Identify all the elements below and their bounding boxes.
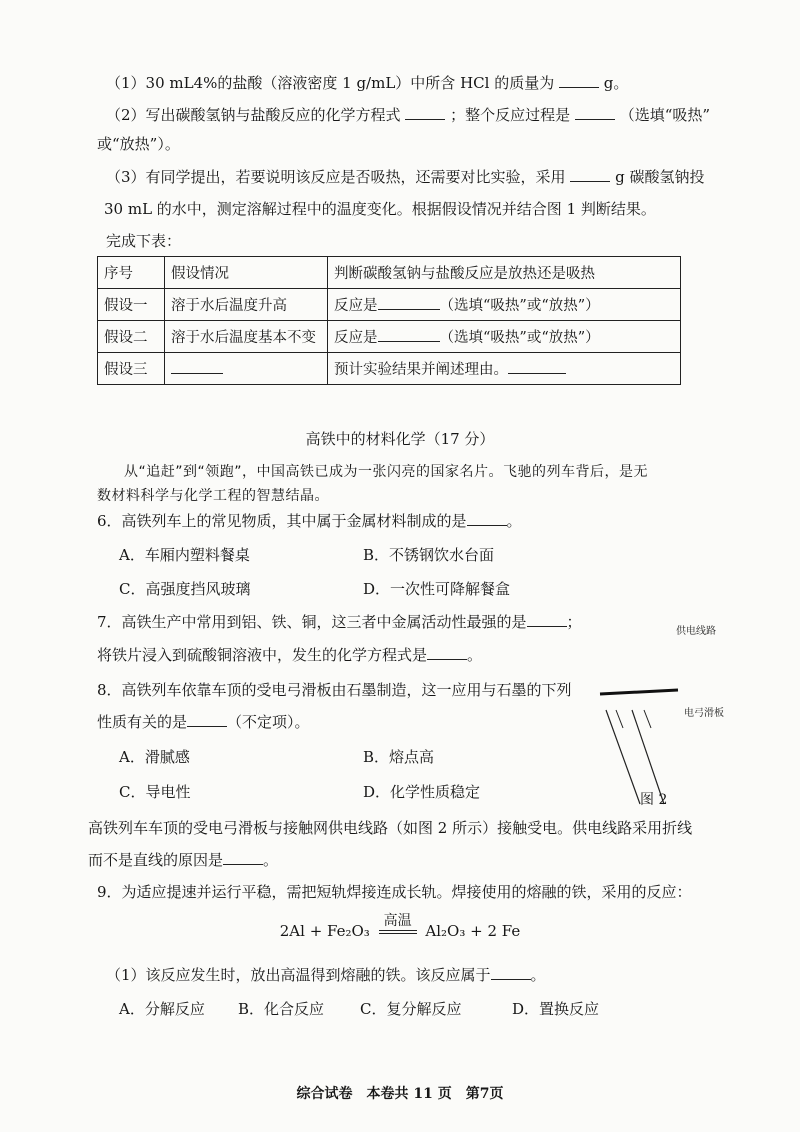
section-title: 高铁中的材料化学（17 分） xyxy=(305,430,495,448)
power-line xyxy=(600,690,678,694)
q9-sub1 xyxy=(106,965,546,985)
figure-2-label-top: 供电线路 xyxy=(676,626,716,637)
section-intro-line2: 数材料科学与化学工程的智慧结晶。 xyxy=(97,488,329,504)
q9-sub1-tail: 。 xyxy=(530,966,546,984)
q8-line2 xyxy=(97,712,310,732)
figure-2-caption: 图 2 xyxy=(640,792,668,808)
q7-line2 xyxy=(97,645,482,665)
table-intro: 完成下表： xyxy=(106,232,182,250)
table-cell xyxy=(328,353,681,385)
table-row xyxy=(98,321,681,353)
table-cell: 假设三 xyxy=(98,353,165,385)
table-header-cell: 序号 xyxy=(98,257,165,289)
thermite-equation xyxy=(0,913,800,940)
q3-line xyxy=(106,167,704,187)
table-cell: 假设一 xyxy=(98,289,165,321)
q3-mass-blank[interactable] xyxy=(570,167,610,182)
table-header-cell: 判断碳酸氢钠与盐酸反应是放热还是吸热 xyxy=(328,257,681,289)
q6-option-d[interactable]: D．一次性可降解餐盒 xyxy=(363,580,511,598)
pantograph-hatch xyxy=(616,710,623,728)
q6-stem-text: 6．高铁列车上的常见物质，其中属于金属材料制成的是 xyxy=(97,512,467,530)
q7-metal-blank[interactable] xyxy=(527,612,567,627)
pantograph-hatch xyxy=(644,710,651,728)
q8-option-d[interactable]: D．化学性质稳定 xyxy=(363,783,481,801)
q6-option-b[interactable]: B．不锈钢饮水台面 xyxy=(363,546,495,564)
table-cell: 溶于水后温度基本不变 xyxy=(165,321,328,353)
q6-stem xyxy=(97,511,522,531)
q8-answer-blank[interactable] xyxy=(187,712,227,727)
table-header-row xyxy=(98,257,681,289)
q9-sub1-text: （1）该反应发生时，放出高温得到熔融的铁。该反应属于 xyxy=(106,966,491,984)
q8-line2-text: 性质有关的是 xyxy=(97,713,188,731)
table-cell-prefix: 预计实验结果并阐述理由。 xyxy=(334,362,508,378)
q9-option-c[interactable]: C．复分解反应 xyxy=(360,1000,462,1018)
table-cell xyxy=(328,321,681,353)
q3-text: （3）有同学提出，若要说明该反应是否吸热，还需要对比实验，采用 xyxy=(106,168,566,186)
hyp3-condition-blank[interactable] xyxy=(171,359,223,374)
q9-option-b[interactable]: B．化合反应 xyxy=(238,1000,325,1018)
table-cell xyxy=(165,353,328,385)
section-intro-line1: 从“追赶”到“领跑”，中国高铁已成为一张闪亮的国家名片。飞驰的列车背后，是无 xyxy=(124,464,649,480)
hyp3-answer-blank[interactable] xyxy=(508,359,566,374)
q6-option-c[interactable]: C．高强度挡风玻璃 xyxy=(119,580,251,598)
q2-heat-blank[interactable] xyxy=(575,105,615,120)
table-cell: 假设二 xyxy=(98,321,165,353)
q8-line1: 8．高铁列车依靠车顶的受电弓滑板由石墨制造，这一应用与石墨的下列 xyxy=(97,681,572,699)
q7-line1-tail: ； xyxy=(566,613,582,631)
q8-option-b[interactable]: B．熔点高 xyxy=(363,748,435,766)
q1-answer-blank[interactable] xyxy=(559,73,599,88)
q1-tail: g。 xyxy=(603,74,629,92)
equation-double-bar xyxy=(379,930,417,934)
q1-text: （1）30 mL4%的盐酸（溶液密度 1 g/mL）中所含 HCl 的质量为 xyxy=(106,74,555,92)
q2-text: （2）写出碳酸氢钠与盐酸反应的化学方程式 xyxy=(106,106,401,124)
q1-line xyxy=(106,73,628,93)
table-header-cell: 假设情况 xyxy=(165,257,328,289)
q7-line1-text: 7．高铁生产中常用到铝、铁、铜，这三者中金属活动性最强的是 xyxy=(97,613,527,631)
q6-stem-tail: 。 xyxy=(506,512,522,530)
q6-option-a[interactable]: A．车厢内塑料餐桌 xyxy=(119,546,250,564)
q3-line2: 30 mL 的水中，测定溶解过程中的温度变化。根据假设情况并结合图 1 判断结果。 xyxy=(104,200,656,218)
figure-2-diagram xyxy=(596,620,736,810)
q7-line1 xyxy=(97,612,582,632)
q3-tail: g 碳酸氢钠投 xyxy=(615,168,705,186)
q8-para-line1: 高铁列车车顶的受电弓滑板与接触网供电线路（如图 2 所示）接触受电。供电线路采用折线 xyxy=(88,819,693,837)
q9-option-a[interactable]: A．分解反应 xyxy=(119,1000,205,1018)
table-cell-suffix: （选填“吸热”或“放热”） xyxy=(439,298,600,314)
q9-option-d[interactable]: D．置换反应 xyxy=(512,1000,600,1018)
q8-para-line2-tail: 。 xyxy=(263,851,279,869)
hyp1-answer-blank[interactable] xyxy=(378,295,440,310)
q8-option-c[interactable]: C．导电性 xyxy=(119,783,191,801)
table-cell-prefix: 反应是 xyxy=(334,298,378,314)
q8-line2-tail: （不定项）。 xyxy=(227,713,310,731)
hyp2-answer-blank[interactable] xyxy=(378,327,440,342)
table-cell: 溶于水后温度升高 xyxy=(165,289,328,321)
q9-sub1-blank[interactable] xyxy=(491,965,531,980)
q2-line xyxy=(106,105,710,125)
equation-condition: 高温 xyxy=(383,913,412,929)
equation-arrow xyxy=(379,913,417,940)
q6-answer-blank[interactable] xyxy=(467,511,507,526)
q8-option-a[interactable]: A．滑腻感 xyxy=(119,748,190,766)
hypothesis-table xyxy=(97,256,681,385)
figure-2-label-side: 电弓滑板 xyxy=(684,708,724,719)
q7-line2-text: 将铁片浸入到硫酸铜溶液中，发生的化学方程式是 xyxy=(97,646,428,664)
table-cell-suffix: （选填“吸热”或“放热”） xyxy=(439,330,600,346)
page-footer: 综合试卷 本卷共 11 页 第7页 xyxy=(296,1086,504,1102)
q7-line2-tail: 。 xyxy=(467,646,483,664)
table-row xyxy=(98,353,681,385)
pantograph-rod xyxy=(606,710,640,804)
q2-mid: ；整个反应过程是 xyxy=(450,106,571,124)
equation-products: Al₂O₃ + 2 Fe xyxy=(425,922,521,940)
q9-stem: 9．为适应提速并运行平稳，需把短轨焊接连成长轨。焊接使用的熔融的铁，采用的反应： xyxy=(97,883,692,901)
q8-reason-blank[interactable] xyxy=(223,850,263,865)
table-row xyxy=(98,289,681,321)
q2-line2: 或“放热”）。 xyxy=(97,135,180,153)
q2-equation-blank[interactable] xyxy=(405,105,445,120)
table-cell xyxy=(328,289,681,321)
q8-para-line2-text: 而不是直线的原因是 xyxy=(88,851,224,869)
equation-reactants: 2Al + Fe₂O₃ xyxy=(279,922,370,940)
table-cell-prefix: 反应是 xyxy=(334,330,378,346)
q7-equation-blank[interactable] xyxy=(427,645,467,660)
q2-tail: （选填“吸热” xyxy=(619,106,711,124)
q8-para-line2 xyxy=(88,850,278,870)
